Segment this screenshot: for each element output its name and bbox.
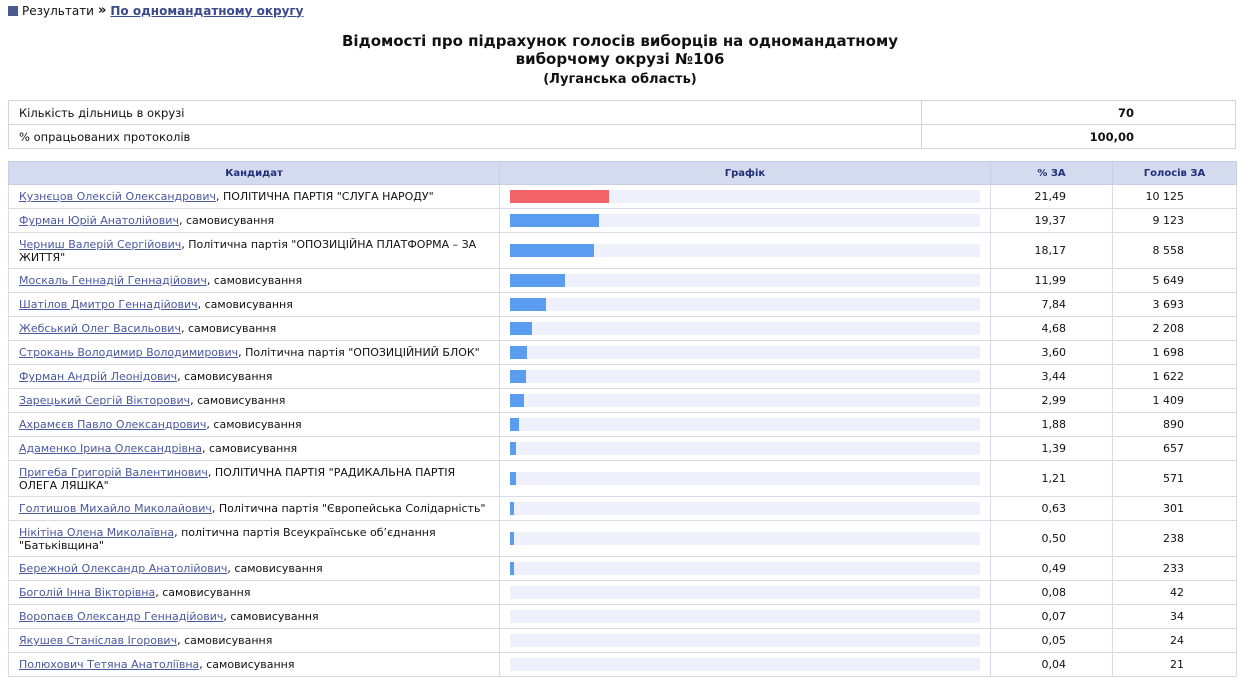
candidate-cell <box>9 605 500 629</box>
vote-bar-track <box>510 586 980 599</box>
summary-table <box>8 100 1236 149</box>
candidate-name-link[interactable]: Ахрамєєв Павло Олександрович <box>19 418 207 431</box>
results-table <box>8 161 1237 677</box>
candidate-name-link[interactable]: Жебський Олег Васильович <box>19 322 181 335</box>
vote-bar-track <box>510 532 980 545</box>
vote-bar-track <box>510 190 980 203</box>
candidate-row <box>9 653 1237 677</box>
chart-cell <box>500 185 991 209</box>
candidate-party: , ПОЛІТИЧНА ПАРТІЯ "СЛУГА НАРОДУ" <box>215 190 434 203</box>
vote-bar-track <box>510 562 980 575</box>
chart-cell <box>500 521 991 557</box>
votes-cell: 42 <box>1113 581 1237 605</box>
votes-cell: 571 <box>1113 461 1237 497</box>
votes-cell: 890 <box>1113 413 1237 437</box>
page-title <box>0 32 1240 68</box>
candidate-row <box>9 581 1237 605</box>
chart-cell <box>500 341 991 365</box>
candidate-party: , самовисування <box>199 658 295 671</box>
candidate-row <box>9 209 1237 233</box>
percent-cell: 18,17 <box>991 233 1113 269</box>
votes-cell: 24 <box>1113 629 1237 653</box>
percent-cell: 0,50 <box>991 521 1113 557</box>
candidate-party: , самовисування <box>223 610 319 623</box>
candidate-party: , самовисування <box>227 562 323 575</box>
votes-cell: 8 558 <box>1113 233 1237 269</box>
candidate-name-link[interactable]: Зарецький Сергій Вікторович <box>19 394 191 407</box>
summary-label: % опрацьованих протоколів <box>9 125 922 149</box>
percent-cell: 1,39 <box>991 437 1113 461</box>
chart-cell <box>500 581 991 605</box>
vote-bar-track <box>510 658 980 671</box>
vote-bar <box>510 394 524 407</box>
vote-bar <box>510 562 514 575</box>
summary-row <box>9 101 1236 125</box>
breadcrumb-current-link[interactable]: По одномандатному округу <box>110 3 304 18</box>
votes-cell: 34 <box>1113 605 1237 629</box>
candidate-row <box>9 629 1237 653</box>
candidate-row <box>9 557 1237 581</box>
chart-cell <box>500 365 991 389</box>
candidate-party: , самовисування <box>178 214 275 227</box>
chart-cell <box>500 497 991 521</box>
vote-bar-track <box>510 442 980 455</box>
chart-cell <box>500 233 991 269</box>
candidate-cell <box>9 269 500 293</box>
vote-bar <box>510 502 514 515</box>
page-title-line1: Відомості про підрахунок голосів виборців на одномандатному <box>342 32 898 50</box>
results-header-row <box>9 162 1237 185</box>
vote-bar-track <box>510 394 980 407</box>
percent-cell: 4,68 <box>991 317 1113 341</box>
candidate-cell <box>9 293 500 317</box>
candidate-name-link[interactable]: Черниш Валерій Сергійович <box>19 237 182 251</box>
votes-cell: 5 649 <box>1113 269 1237 293</box>
chart-cell <box>500 557 991 581</box>
candidate-name-link[interactable]: Голтишов Михайло Миколайович <box>19 502 212 515</box>
vote-bar-track <box>510 634 980 647</box>
votes-cell: 238 <box>1113 521 1237 557</box>
candidate-name-link[interactable]: Адаменко Ірина Олександрівна <box>19 442 202 455</box>
candidate-party: , самовисування <box>201 442 298 455</box>
candidate-party: , Політична партія "ОПОЗИЦІЙНА ПЛАТФОРМА – ЗА ЖИТТЯ" <box>19 237 477 264</box>
page-title-line2: виборчому окрузі №106 <box>515 50 725 68</box>
votes-cell: 10 125 <box>1113 185 1237 209</box>
candidate-name-link[interactable]: Боголій Інна Вікторівна <box>19 586 156 599</box>
bullet-square-icon <box>8 6 18 16</box>
candidate-party: , політична партія Всеукраїнське об’єднання "Батьківщина" <box>19 525 436 552</box>
candidate-row <box>9 461 1237 497</box>
votes-cell: 1 622 <box>1113 365 1237 389</box>
vote-bar <box>510 442 516 455</box>
chart-cell <box>500 317 991 341</box>
vote-bar-track <box>510 418 980 431</box>
votes-cell: 233 <box>1113 557 1237 581</box>
candidate-row <box>9 365 1237 389</box>
candidate-name-link[interactable]: Строкань Володимир Володимирович <box>19 346 239 359</box>
candidate-row <box>9 185 1237 209</box>
chart-cell <box>500 209 991 233</box>
candidate-name-link[interactable]: Москаль Геннадій Геннадійович <box>19 274 207 287</box>
candidate-row <box>9 269 1237 293</box>
summary-label: Кількість дільниць в окрузі <box>9 101 922 125</box>
candidate-cell <box>9 497 500 521</box>
candidate-cell <box>9 317 500 341</box>
chart-cell <box>500 413 991 437</box>
votes-cell: 1 698 <box>1113 341 1237 365</box>
vote-bar-track <box>510 472 980 485</box>
column-header-candidate[interactable]: Кандидат <box>9 162 500 185</box>
percent-cell: 3,60 <box>991 341 1113 365</box>
vote-bar <box>510 298 546 311</box>
vote-bar <box>510 370 526 383</box>
percent-cell: 19,37 <box>991 209 1113 233</box>
votes-cell: 1 409 <box>1113 389 1237 413</box>
candidate-cell <box>9 341 500 365</box>
candidate-name-link[interactable]: Шатілов Дмитро Геннадійович <box>19 298 198 311</box>
candidate-row <box>9 317 1237 341</box>
percent-cell: 7,84 <box>991 293 1113 317</box>
column-header-votes[interactable]: Голосів ЗА <box>1113 162 1237 185</box>
candidate-cell <box>9 413 500 437</box>
percent-cell: 0,08 <box>991 581 1113 605</box>
candidate-name-link[interactable]: Пригеба Григорій Валентинович <box>19 465 208 479</box>
candidate-party: , самовисування <box>177 370 273 383</box>
candidate-row <box>9 521 1237 557</box>
candidate-party: , ПОЛІТИЧНА ПАРТІЯ "РАДИКАЛЬНА ПАРТІЯ ОЛЕГА ЛЯШКА" <box>19 465 456 492</box>
candidate-cell <box>9 557 500 581</box>
candidate-party: , Політична партія "Європейська Солідарність" <box>211 502 486 515</box>
column-header-percent[interactable]: % ЗА <box>991 162 1113 185</box>
summary-row <box>9 125 1236 149</box>
chart-cell <box>500 437 991 461</box>
candidate-row <box>9 233 1237 269</box>
vote-bar <box>510 472 516 485</box>
vote-bar-track <box>510 610 980 623</box>
vote-bar-track <box>510 370 980 383</box>
candidate-cell <box>9 629 500 653</box>
candidate-row <box>9 389 1237 413</box>
chart-cell <box>500 653 991 677</box>
candidate-party: , самовисування <box>155 586 251 599</box>
summary-value: 70 <box>922 101 1236 125</box>
chart-cell <box>500 605 991 629</box>
candidate-name-link[interactable]: Полюхович Тетяна Анатоліївна <box>19 658 200 671</box>
vote-bar <box>510 418 519 431</box>
vote-bar-track <box>510 346 980 359</box>
candidate-name-link[interactable]: Фурман Юрій Анатолійович <box>19 214 179 227</box>
candidate-party: , самовисування <box>180 322 277 335</box>
candidate-party: , Політична партія "ОПОЗИЦІЙНИЙ БЛОК" <box>238 346 480 359</box>
votes-cell: 301 <box>1113 497 1237 521</box>
candidate-party: , самовисування <box>190 394 286 407</box>
candidate-cell <box>9 185 500 209</box>
candidate-name-link[interactable]: Кузнєцов Олексій Олександрович <box>19 190 216 203</box>
candidate-name-link[interactable]: Якушев Станіслав Ігорович <box>19 634 178 647</box>
vote-bar <box>510 322 532 335</box>
candidate-row <box>9 293 1237 317</box>
candidate-cell <box>9 521 500 557</box>
percent-cell: 11,99 <box>991 269 1113 293</box>
percent-cell: 1,21 <box>991 461 1113 497</box>
chart-cell <box>500 269 991 293</box>
vote-bar <box>510 532 514 545</box>
candidate-party: , самовисування <box>197 298 293 311</box>
summary-value: 100,00 <box>922 125 1236 149</box>
candidate-name-link[interactable]: Нікітіна Олена Миколаївна <box>19 525 175 539</box>
percent-cell: 3,44 <box>991 365 1113 389</box>
candidate-row <box>9 497 1237 521</box>
breadcrumb <box>8 3 304 18</box>
candidate-cell <box>9 461 500 497</box>
vote-bar-track <box>510 244 980 257</box>
percent-cell: 0,63 <box>991 497 1113 521</box>
votes-cell: 657 <box>1113 437 1237 461</box>
candidate-cell <box>9 653 500 677</box>
chart-cell <box>500 461 991 497</box>
percent-cell: 2,99 <box>991 389 1113 413</box>
chart-cell <box>500 293 991 317</box>
candidate-party: , самовисування <box>177 634 273 647</box>
vote-bar-track <box>510 214 980 227</box>
candidate-name-link[interactable]: Фурман Андрій Леонідович <box>19 370 178 383</box>
candidate-row <box>9 413 1237 437</box>
votes-cell: 21 <box>1113 653 1237 677</box>
column-header-chart[interactable]: Графік <box>500 162 991 185</box>
vote-bar-track <box>510 502 980 515</box>
percent-cell: 0,04 <box>991 653 1113 677</box>
candidate-cell <box>9 209 500 233</box>
candidate-cell <box>9 437 500 461</box>
votes-cell: 2 208 <box>1113 317 1237 341</box>
candidate-cell <box>9 365 500 389</box>
vote-bar-track <box>510 298 980 311</box>
candidate-row <box>9 341 1237 365</box>
vote-bar <box>510 244 594 257</box>
chart-cell <box>500 389 991 413</box>
vote-bar <box>510 274 565 287</box>
candidate-row <box>9 437 1237 461</box>
candidate-party: , самовисування <box>206 418 302 431</box>
votes-cell: 3 693 <box>1113 293 1237 317</box>
percent-cell: 1,88 <box>991 413 1113 437</box>
vote-bar-track <box>510 322 980 335</box>
votes-cell: 9 123 <box>1113 209 1237 233</box>
percent-cell: 0,05 <box>991 629 1113 653</box>
percent-cell: 21,49 <box>991 185 1113 209</box>
vote-bar <box>510 214 599 227</box>
candidate-cell <box>9 233 500 269</box>
chart-cell <box>500 629 991 653</box>
region-subtitle: (Луганська область) <box>543 72 697 87</box>
candidate-party: , самовисування <box>206 274 303 287</box>
breadcrumb-separator: » <box>97 3 107 18</box>
candidate-name-link[interactable]: Воропаєв Олександр Геннадійович <box>19 610 224 623</box>
vote-bar <box>510 190 609 203</box>
percent-cell: 0,07 <box>991 605 1113 629</box>
candidate-cell <box>9 389 500 413</box>
breadcrumb-root: Результати <box>22 3 94 18</box>
percent-cell: 0,49 <box>991 557 1113 581</box>
vote-bar-track <box>510 274 980 287</box>
vote-bar <box>510 346 527 359</box>
candidate-name-link[interactable]: Бережной Олександр Анатолійович <box>19 562 228 575</box>
candidate-row <box>9 605 1237 629</box>
candidate-cell <box>9 581 500 605</box>
